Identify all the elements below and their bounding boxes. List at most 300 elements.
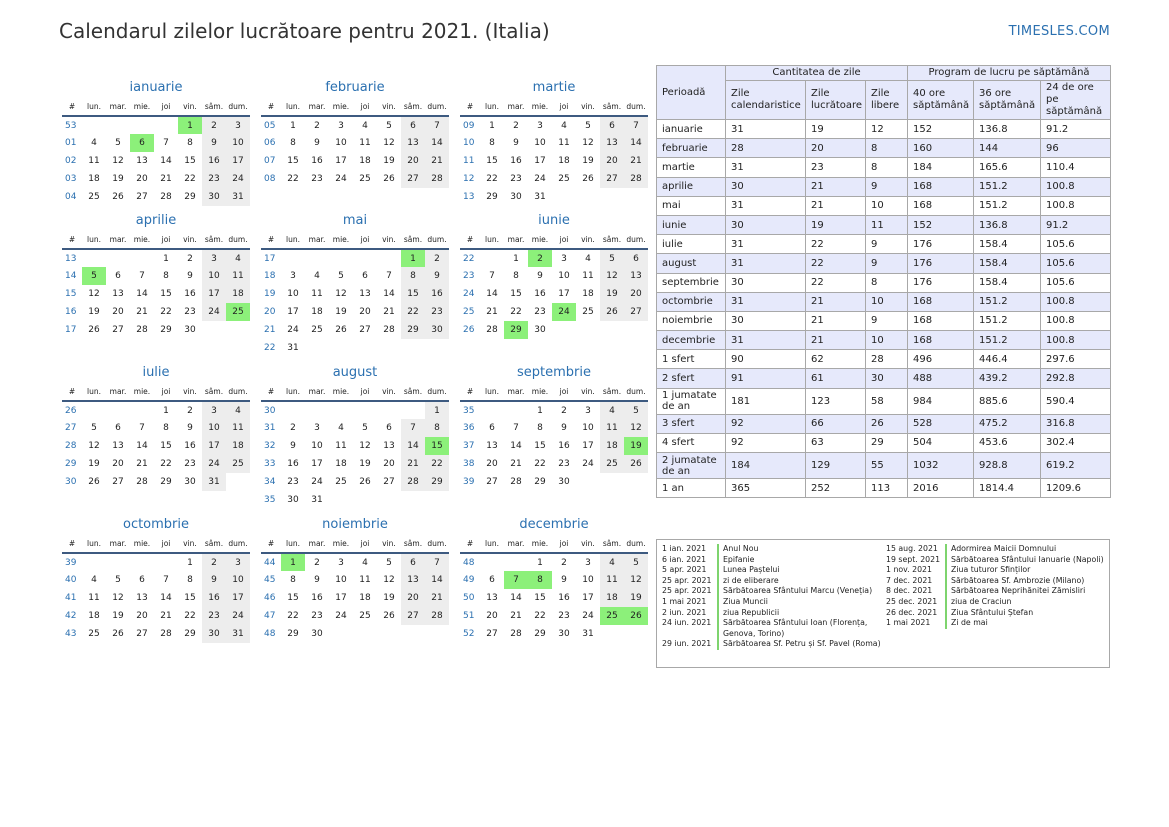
month-calendar: [261, 211, 449, 357]
day-cell: 27: [401, 607, 425, 625]
day-cell: 25: [335, 477, 347, 487]
day-cell: 22: [184, 174, 196, 184]
day-cell: 16: [311, 156, 323, 166]
day-header: joi: [353, 231, 377, 249]
day-header: mar.: [106, 98, 130, 116]
week-number: 51: [463, 611, 475, 621]
stats-period: martie: [657, 158, 726, 177]
day-cell: 4: [600, 553, 624, 571]
holiday-name: Ziua Muncii: [717, 597, 884, 608]
day-cell: 18: [226, 437, 250, 455]
stats-value: 144: [974, 139, 1041, 158]
stats-value: 19: [806, 215, 866, 234]
day-header: sâm.: [600, 383, 624, 401]
day-cell: 16: [510, 156, 522, 166]
week-row: [460, 553, 648, 571]
month-calendar: [62, 211, 250, 339]
holiday-date: 25 apr. 2021: [662, 575, 712, 585]
stats-value: 22: [806, 235, 866, 254]
day-cell: 15: [287, 156, 299, 166]
day-cell: [305, 339, 329, 357]
day-header: joi: [353, 98, 377, 116]
month-table: [261, 383, 449, 509]
day-cell: 4: [585, 253, 591, 264]
day-cell: [576, 473, 600, 491]
day-cell: 3: [561, 253, 567, 264]
day-cell: 9: [187, 423, 193, 433]
stats-value: 136.8: [974, 120, 1041, 139]
day-cell: 24: [534, 174, 546, 184]
stats-period: decembrie: [657, 331, 726, 350]
week-number: 23: [463, 271, 475, 281]
week-number: 33: [264, 459, 276, 469]
day-cell: 5: [115, 138, 121, 148]
header-36h: 36 ore săptămână: [974, 81, 1041, 120]
stats-row: [657, 273, 1111, 292]
week-number: 45: [264, 575, 276, 585]
week-number: 29: [65, 459, 77, 469]
week-number: 10: [463, 138, 475, 148]
day-cell: 25: [226, 303, 250, 321]
day-cell: [425, 625, 449, 643]
stats-value: 928.8: [974, 453, 1041, 479]
day-cell: [552, 188, 576, 206]
week-row: [261, 303, 449, 321]
day-cell: 27: [383, 477, 395, 487]
stats-value: 129: [806, 453, 866, 479]
day-header: lun.: [281, 231, 305, 249]
week-row: [261, 437, 449, 455]
day-cell: 30: [311, 629, 323, 639]
day-cell: [202, 321, 226, 339]
day-header: mie.: [528, 383, 552, 401]
day-header: lun.: [480, 383, 504, 401]
day-cell: 19: [383, 593, 395, 603]
month-table: [62, 383, 250, 491]
week-number: 16: [65, 307, 77, 317]
day-cell: 22: [160, 307, 172, 317]
day-cell: 28: [160, 192, 172, 202]
day-cell: [600, 625, 624, 643]
stats-value: 10: [866, 196, 908, 215]
month-name: octombrie: [122, 517, 190, 532]
stats-row: [657, 479, 1111, 498]
day-cell: 14: [136, 289, 148, 299]
holiday-entry: [662, 565, 884, 576]
day-cell: 11: [226, 267, 250, 285]
stats-row: [657, 215, 1111, 234]
day-cell: 20: [600, 152, 624, 170]
day-cell: 27: [359, 325, 371, 335]
month-name: aprilie: [135, 213, 177, 228]
day-cell: 2: [290, 423, 296, 433]
day-cell: 8: [187, 138, 193, 148]
week-row: [460, 437, 648, 455]
day-cell: 22: [160, 459, 172, 469]
stats-value: 96: [1041, 139, 1111, 158]
day-header: mar.: [305, 231, 329, 249]
day-cell: 3: [585, 405, 591, 416]
week-row: [460, 303, 648, 321]
day-cell: 19: [88, 459, 100, 469]
week-number: 53: [65, 120, 77, 131]
week-row: [62, 303, 250, 321]
day-cell: 3: [290, 271, 296, 281]
holiday-date: 8 dec. 2021: [886, 586, 933, 596]
week-number: 38: [463, 459, 475, 469]
day-cell: 10: [534, 138, 546, 148]
week-number: 35: [463, 405, 475, 416]
day-cell: 19: [88, 307, 100, 317]
day-cell: 13: [136, 156, 148, 166]
week-number: 04: [65, 192, 77, 202]
stats-row: [657, 388, 1111, 414]
day-header: mar.: [106, 535, 130, 553]
day-cell: 11: [582, 271, 594, 281]
day-cell: 7: [386, 271, 392, 281]
day-cell: [624, 321, 648, 339]
week-row: [460, 116, 648, 134]
day-cell: 3: [338, 120, 344, 131]
day-cell: 26: [624, 607, 648, 625]
stats-value: 2016: [908, 479, 974, 498]
day-header: sâm.: [600, 535, 624, 553]
day-cell: 20: [486, 611, 498, 621]
stats-value: 30: [726, 311, 806, 330]
day-cell: [353, 491, 377, 509]
week-row: [460, 285, 648, 303]
holiday-name: Sărbătoarea Sf. Ambrozie (Milano): [945, 576, 1108, 587]
week-number: 30: [65, 477, 77, 487]
day-cell: 30: [202, 188, 226, 206]
day-cell: 4: [91, 138, 97, 148]
holiday-name: Sărbătoarea Sf. Petru și Sf. Pavel (Roma): [717, 639, 884, 650]
day-cell: 3: [537, 120, 543, 131]
day-cell: 4: [362, 557, 368, 568]
day-cell: 7: [139, 423, 145, 433]
month-calendar: [62, 363, 250, 491]
holiday-entry: [886, 555, 1108, 566]
day-cell: 21: [486, 307, 498, 317]
day-cell: 31: [202, 473, 226, 491]
day-cell: [401, 339, 425, 357]
stats-value: 31: [726, 158, 806, 177]
week-row: [62, 170, 250, 188]
day-header: joi: [552, 535, 576, 553]
day-cell: [82, 401, 106, 419]
site-link[interactable]: TIMESLES.COM: [1008, 24, 1110, 39]
day-cell: [154, 116, 178, 134]
week-number: 46: [264, 593, 276, 603]
day-cell: [353, 339, 377, 357]
day-cell: 11: [226, 419, 250, 437]
stats-row: [657, 120, 1111, 139]
day-header: mar.: [305, 535, 329, 553]
day-cell: 5: [624, 553, 648, 571]
day-cell: 29: [287, 629, 299, 639]
day-cell: [377, 249, 401, 267]
header-free-days: Zile libere: [866, 81, 908, 120]
day-cell: 28: [425, 170, 449, 188]
day-header: joi: [154, 231, 178, 249]
day-cell: 26: [359, 477, 371, 487]
stats-value: 100.8: [1041, 331, 1111, 350]
day-header: lun.: [281, 98, 305, 116]
stats-value: 168: [908, 331, 974, 350]
week-number: 13: [65, 253, 77, 264]
day-cell: 1: [163, 405, 169, 416]
stats-value: 61: [806, 369, 866, 388]
day-cell: [576, 188, 600, 206]
day-cell: 26: [383, 611, 395, 621]
month-calendar: [62, 515, 250, 643]
month-name: noiembrie: [322, 517, 388, 532]
stats-value: 1814.4: [974, 479, 1041, 498]
day-cell: 11: [600, 419, 624, 437]
day-header: mar.: [106, 383, 130, 401]
day-cell: 7: [513, 423, 519, 433]
day-cell: 5: [338, 271, 344, 281]
week-row: [261, 285, 449, 303]
stats-value: 30: [726, 177, 806, 196]
day-cell: 17: [335, 593, 347, 603]
stats-value: 58: [866, 388, 908, 414]
day-cell: 16: [287, 459, 299, 469]
day-header: vin.: [576, 231, 600, 249]
day-cell: 4: [226, 401, 250, 419]
day-cell: 12: [335, 289, 347, 299]
day-cell: 22: [287, 611, 299, 621]
stats-value: 158.4: [974, 273, 1041, 292]
day-cell: 6: [386, 423, 392, 433]
day-cell: 6: [115, 423, 121, 433]
week-row: [261, 134, 449, 152]
day-cell: [106, 553, 130, 571]
day-cell: 2: [202, 553, 226, 571]
day-cell: 28: [486, 325, 498, 335]
day-cell: 25: [88, 192, 100, 202]
stats-row: [657, 196, 1111, 215]
stats-period: ianuarie: [657, 120, 726, 139]
day-cell: 16: [202, 152, 226, 170]
stats-row: [657, 369, 1111, 388]
week-number: 22: [463, 253, 475, 264]
day-cell: 12: [624, 571, 648, 589]
month-calendar: [460, 211, 648, 339]
day-header: mie.: [329, 535, 353, 553]
stats-value: 19: [806, 120, 866, 139]
holiday-date: 1 nov. 2021: [886, 565, 932, 575]
week-row: [62, 589, 250, 607]
day-cell: 13: [401, 571, 425, 589]
week-row: [261, 116, 449, 134]
holiday-name: Sărbătoarea Sfântului Ioan (Florența, Genova, Torino): [717, 618, 884, 639]
month-name: martie: [532, 80, 576, 95]
day-cell: 20: [359, 307, 371, 317]
day-cell: 27: [486, 629, 498, 639]
stats-value: 105.6: [1041, 235, 1111, 254]
holiday-name: Epifanie: [717, 555, 884, 566]
stats-value: 158.4: [974, 254, 1041, 273]
day-cell: 7: [401, 419, 425, 437]
stats-value: 31: [726, 235, 806, 254]
month-name: decembrie: [519, 517, 589, 532]
stats-row: [657, 433, 1111, 452]
day-cell: [480, 249, 504, 267]
day-header: lun.: [281, 535, 305, 553]
holiday-entry: [886, 576, 1108, 587]
month-name: mai: [342, 213, 368, 228]
day-cell: 23: [425, 303, 449, 321]
holiday-date: 1 mai 2021: [662, 596, 707, 606]
day-cell: 20: [136, 611, 148, 621]
day-cell: 8: [187, 575, 193, 585]
months-grid: [62, 78, 650, 678]
week-number: 42: [65, 611, 77, 621]
day-cell: 1: [489, 120, 495, 131]
stats-value: 475.2: [974, 414, 1041, 433]
day-cell: 4: [91, 575, 97, 585]
day-cell: 10: [226, 571, 250, 589]
day-cell: 12: [88, 289, 100, 299]
day-cell: 20: [486, 459, 498, 469]
day-cell: [281, 249, 305, 267]
stats-value: 62: [806, 350, 866, 369]
stats-row: [657, 414, 1111, 433]
week-number: 01: [65, 138, 77, 148]
week-number: 17: [65, 325, 77, 335]
stats-value: 28: [726, 139, 806, 158]
day-cell: 19: [582, 156, 594, 166]
day-cell: 9: [202, 134, 226, 152]
stats-value: 8: [866, 158, 908, 177]
stats-value: 91.2: [1041, 120, 1111, 139]
month-calendar: [460, 363, 648, 491]
day-cell: 16: [311, 593, 323, 603]
stats-value: 113: [866, 479, 908, 498]
week-row: [261, 473, 449, 491]
stats-value: 9: [866, 254, 908, 273]
week-row: [261, 249, 449, 267]
day-cell: [106, 116, 130, 134]
week-number: 31: [264, 423, 276, 433]
month-table: [261, 535, 449, 643]
day-cell: [281, 401, 305, 419]
header-24h: 24 de ore pe săptămână: [1041, 81, 1111, 120]
stats-row: [657, 331, 1111, 350]
day-cell: 29: [534, 629, 546, 639]
month-name: august: [332, 365, 378, 380]
day-cell: 15: [160, 289, 172, 299]
day-cell: 14: [486, 289, 498, 299]
day-cell: 8: [290, 138, 296, 148]
page-title: Calendarul zilelor lucrătoare pentru 2021. (Italia): [59, 19, 550, 43]
day-cell: [425, 339, 449, 357]
day-cell: 24: [202, 303, 226, 321]
day-cell: 19: [624, 589, 648, 607]
day-header: lun.: [480, 535, 504, 553]
day-cell: 24: [226, 170, 250, 188]
day-cell: 10: [582, 423, 594, 433]
stats-value: 110.4: [1041, 158, 1111, 177]
stats-value: 619.2: [1041, 453, 1111, 479]
stats-value: 91.2: [1041, 215, 1111, 234]
week-number: 03: [65, 174, 77, 184]
day-cell: 31: [311, 495, 323, 505]
day-header: lun.: [82, 383, 106, 401]
day-cell: 30: [558, 629, 570, 639]
day-cell: 11: [558, 138, 570, 148]
day-cell: [226, 473, 250, 491]
day-cell: 26: [112, 192, 124, 202]
day-cell: 23: [202, 607, 226, 625]
stats-period: 4 sfert: [657, 433, 726, 452]
day-header: joi: [154, 535, 178, 553]
day-header: sâm.: [600, 231, 624, 249]
stats-value: 590.4: [1041, 388, 1111, 414]
day-cell: 23: [184, 459, 196, 469]
day-cell: 2: [561, 557, 567, 568]
day-header: lun.: [82, 98, 106, 116]
holiday-date: 25 dec. 2021: [886, 596, 938, 606]
day-cell: 20: [112, 307, 124, 317]
day-cell: 14: [425, 571, 449, 589]
stats-value: 151.2: [974, 196, 1041, 215]
day-cell: [377, 401, 401, 419]
day-cell: 3: [585, 557, 591, 568]
stats-value: 152: [908, 215, 974, 234]
holiday-date: 1 ian. 2021: [662, 544, 707, 553]
day-cell: 27: [136, 629, 148, 639]
day-cell: 16: [184, 441, 196, 451]
week-row: [460, 625, 648, 643]
day-cell: [82, 553, 106, 571]
day-header: mar.: [305, 98, 329, 116]
stats-value: 151.2: [974, 331, 1041, 350]
day-header: #: [62, 535, 82, 553]
day-cell: [576, 321, 600, 339]
day-cell: 28: [136, 325, 148, 335]
week-row: [62, 571, 250, 589]
day-header: lun.: [480, 231, 504, 249]
stats-period: 3 sfert: [657, 414, 726, 433]
day-cell: 27: [600, 170, 624, 188]
stats-period: 1 sfert: [657, 350, 726, 369]
day-cell: 11: [600, 571, 624, 589]
week-number: 26: [463, 325, 475, 335]
day-cell: 13: [136, 593, 148, 603]
week-row: [460, 249, 648, 267]
day-cell: 25: [88, 629, 100, 639]
stats-value: 91: [726, 369, 806, 388]
day-cell: [552, 321, 576, 339]
day-cell: [401, 401, 425, 419]
day-header: mar.: [305, 383, 329, 401]
day-cell: 4: [338, 423, 344, 433]
day-cell: [329, 625, 353, 643]
header-period: Perioadă: [657, 66, 726, 120]
day-cell: 14: [425, 134, 449, 152]
week-row: [62, 625, 250, 643]
week-number: 40: [65, 575, 77, 585]
holiday-entry: [886, 565, 1108, 576]
day-cell: 2: [513, 120, 519, 131]
day-cell: 15: [184, 156, 196, 166]
day-cell: 21: [401, 455, 425, 473]
day-cell: 9: [314, 138, 320, 148]
day-cell: 30: [534, 325, 546, 335]
stats-value: 8: [866, 273, 908, 292]
